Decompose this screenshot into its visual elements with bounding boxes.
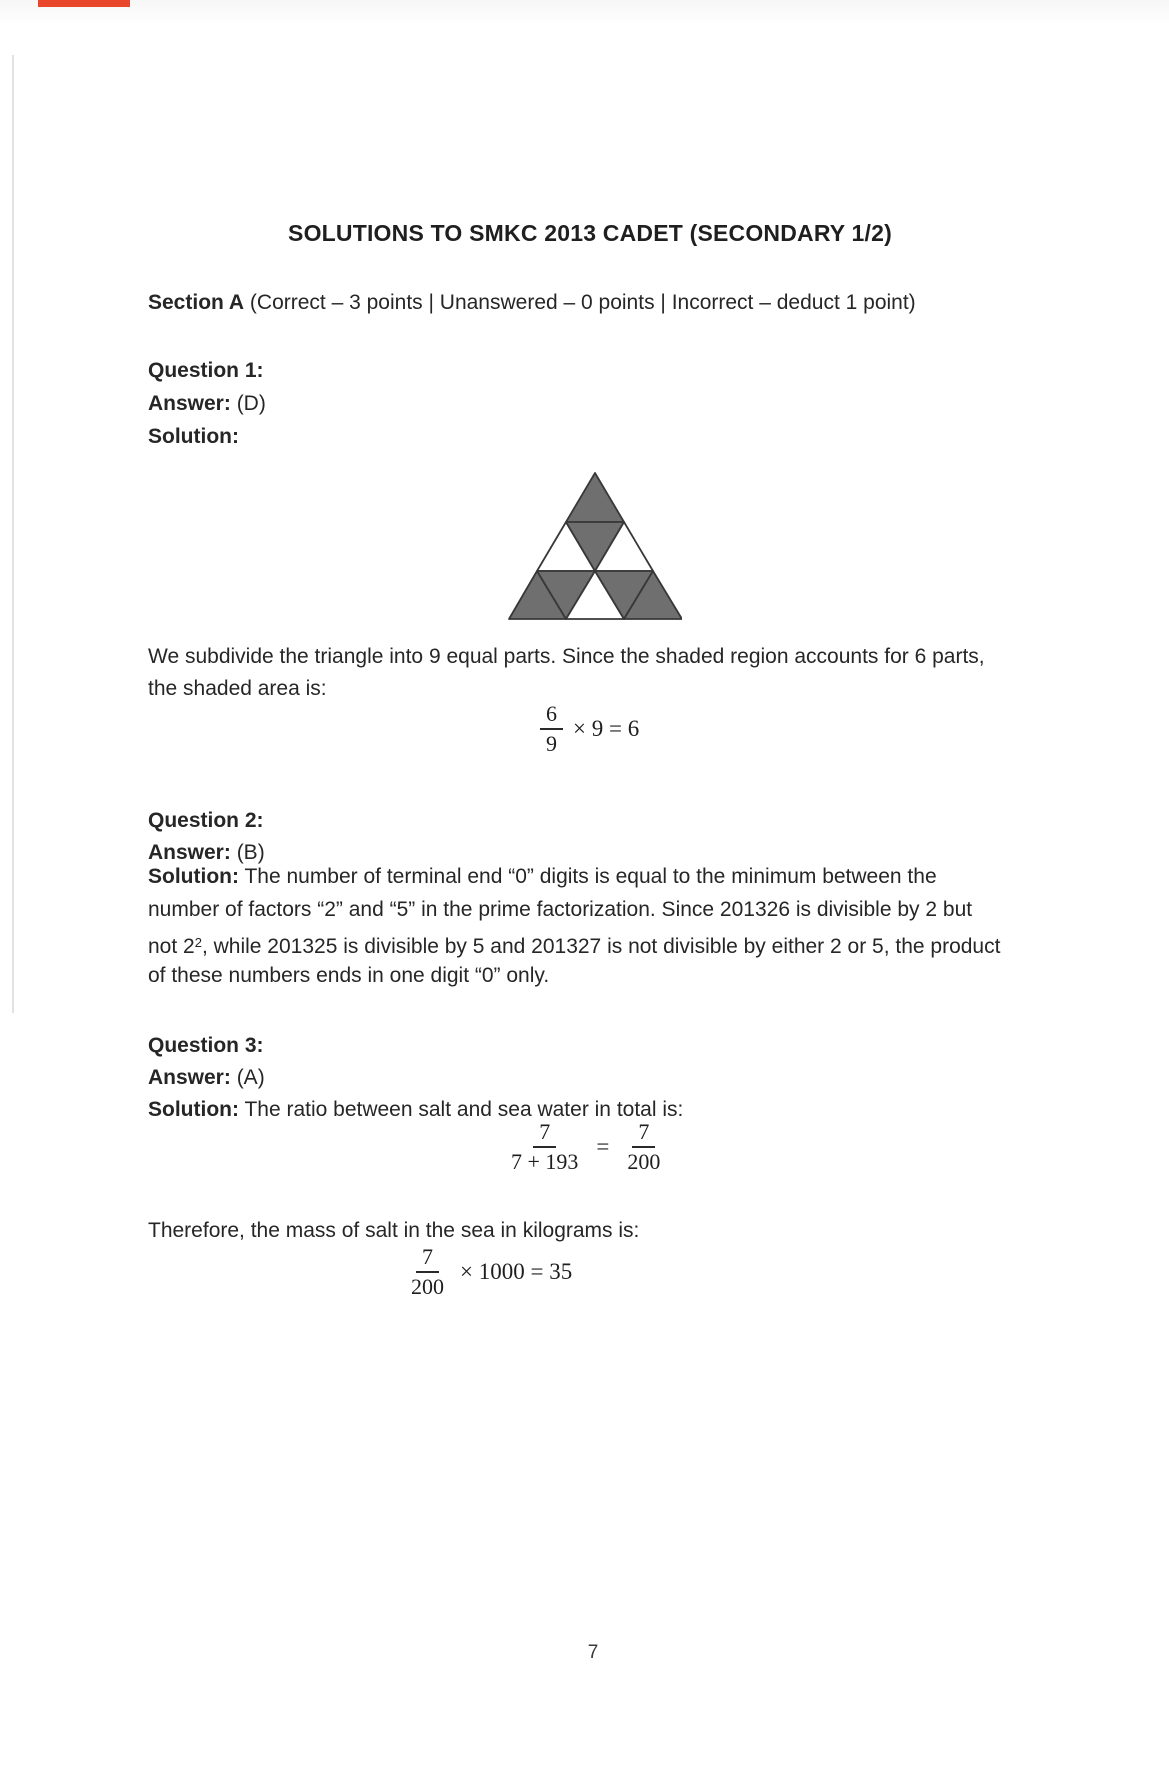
- q2-solution-text: The number of terminal end “0” digits is equal to the minimum between the: [238, 865, 937, 888]
- q2-solution-text: not 2: [148, 935, 195, 958]
- page-title: SOLUTIONS TO SMKC 2013 CADET (SECONDARY 1/2): [288, 220, 892, 246]
- answer-label: Answer:: [148, 1066, 231, 1089]
- equals-sign: =: [596, 1134, 610, 1159]
- q1-solution-text-line1: We subdivide the triangle into 9 equal parts. Since the shaded region accounts for 6 parts,: [148, 645, 985, 668]
- fraction-numerator: 6: [540, 702, 563, 730]
- q3-equation-ratio: [505, 1120, 666, 1174]
- q3-equation-mass: [405, 1245, 572, 1299]
- q3-solution-text: The ratio between salt and sea water in total is:: [238, 1098, 684, 1121]
- solution-label: Solution:: [148, 865, 239, 888]
- q1-equation: [540, 702, 639, 756]
- section-a-label: Section A: [148, 291, 245, 314]
- scan-artifact-top-shade: [0, 0, 1169, 26]
- fraction-numerator: 7: [632, 1120, 655, 1148]
- fraction-numerator: 7: [416, 1245, 439, 1273]
- scan-artifact-red-bar: [38, 0, 130, 7]
- solution-label: Solution:: [148, 1098, 239, 1121]
- fraction-denominator: 7 + 193: [511, 1149, 579, 1174]
- equation-rest: × 9 = 6: [573, 716, 640, 741]
- answer-value: (A): [230, 1066, 265, 1089]
- exponent: 2: [194, 935, 202, 950]
- fraction-denominator: 200: [411, 1274, 444, 1299]
- q1-solution-text-line2: the shaded area is:: [148, 677, 327, 700]
- answer-value: (D): [230, 392, 266, 415]
- fraction: [621, 1120, 666, 1174]
- triangle-figure: [508, 472, 682, 621]
- triangle-cell: [566, 473, 624, 522]
- q3-solution-line2: Therefore, the mass of salt in the sea in kilograms is:: [148, 1219, 640, 1242]
- fraction: [505, 1120, 584, 1174]
- fraction-denominator: 200: [627, 1149, 661, 1174]
- section-a-header: [148, 290, 916, 316]
- q2-solution-line3: [148, 930, 1000, 960]
- fraction: [540, 702, 563, 756]
- answer-label: Answer:: [148, 392, 231, 415]
- fraction-denominator: 9: [546, 731, 557, 756]
- fraction-numerator: 7: [533, 1120, 556, 1148]
- section-a-scoring: (Correct – 3 points | Unanswered – 0 points | Incorrect – deduct 1 point): [244, 291, 916, 314]
- q2-solution-line1: [148, 864, 937, 890]
- fraction: [405, 1245, 450, 1299]
- page-number: 7: [587, 1642, 599, 1663]
- question-2-answer: [148, 840, 265, 866]
- question-2-heading: Question 2:: [148, 809, 264, 832]
- question-3-heading: Question 3:: [148, 1034, 264, 1057]
- q2-solution-line2: number of factors “2” and “5” in the prime factorization. Since 201326 is divisible by 2 but: [148, 898, 973, 921]
- answer-value: (B): [230, 841, 265, 864]
- q2-solution-line4: of these numbers ends in one digit “0” only.: [148, 964, 550, 987]
- equation-rest: × 1000 = 35: [460, 1259, 573, 1284]
- scan-artifact-left-edge: [12, 55, 14, 1013]
- question-1-answer: [148, 391, 266, 417]
- q2-solution-text: , while 201325 is divisible by 5 and 201327 is not divisible by either 2 or 5, the product: [201, 935, 1001, 958]
- solution-label: Solution:: [148, 425, 239, 448]
- question-1-heading: Question 1:: [148, 359, 264, 382]
- question-3-answer: [148, 1065, 265, 1091]
- answer-label: Answer:: [148, 841, 231, 864]
